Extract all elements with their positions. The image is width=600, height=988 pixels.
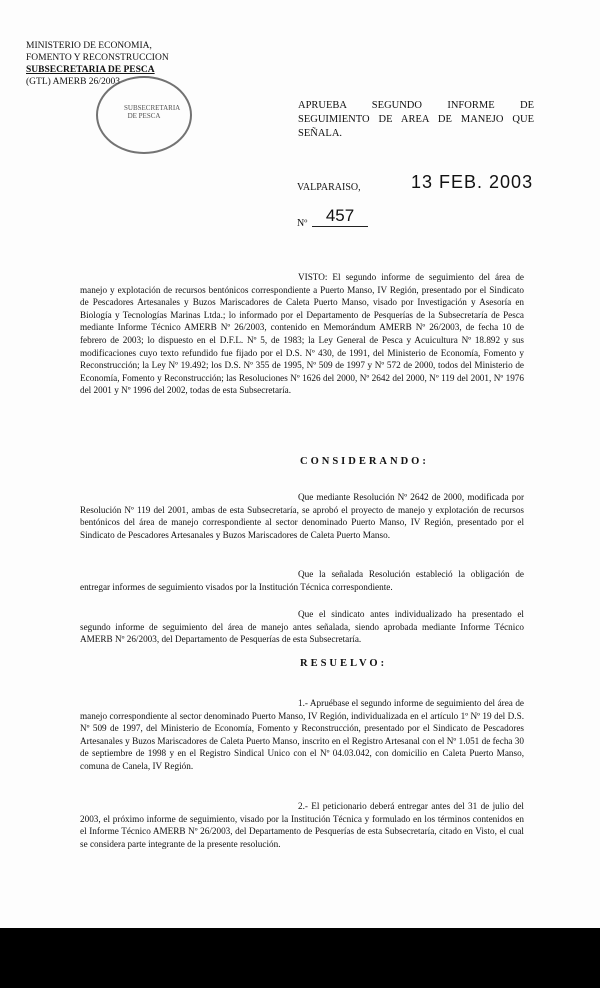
considerando-paragraph-3: Que el sindicato antes individualizado ha presentado el segundo informe de seguimiento del área de manejo antes señalada, siendo aprobada mediante Informe Técnico AMERB Nº 26/2003, del Departamento de Pesquerías de esta Subsecretaría. [80,609,524,645]
place-label: VALPARAISO, [297,182,361,193]
date-stamp: 13 FEB. 2003 [411,172,534,192]
header-line-fomento: FOMENTO Y RECONSTRUCCION [26,53,169,63]
resuelvo-heading: RESUELVO: [300,658,388,669]
number-label: Nº [297,218,308,229]
resuelvo-article-2: 2.- El peticionario deberá entregar antes del 31 de julio del 2003, el próximo informe de seguimiento, visado por la Institución Técnica y formulado en los términos contenidos en el Informe Técnico AMERB Nº 26/2003, del Departamento de Pesquerías de esta Subsecretaría, citado en Visto, el cual se considera parte integrante de la presente resolución. [80,801,524,849]
header-line-reference: (GTL) AMERB 26/2003 [26,77,120,87]
resuelvo-article-1: 1.- Apruébase el segundo informe de seguimiento del área de manejo correspondiente al sector denominado Puerto Manso, IV Región, individualizada en el artículo 1º Nº 19 del D.S. Nº 509 de 1997, del Ministerio de Economía, Fomento y Reconstrucción, presentado por el Sindicato de Pescadores Artesanales y Buzos Mariscadores de Caleta Puerto Manso, inscrito en el Registro Artesanal con el Nº 1.051 de fecha 30 de septiembre de 1998 y en el Registro Sindical Unico con el Nº 04.03.042, con domicilio en Caleta Puerto Manso, comuna de Canela, IV Región. [80,698,524,771]
considerando-heading: CONSIDERANDO: [300,456,429,467]
document-subject: APRUEBA SEGUNDO INFORME DE SEGUIMIENTO DE AREA DE MANEJO QUE SEÑALA. [298,100,534,139]
considerando-paragraph-1: Que mediante Resolución Nº 2642 de 2000, modificada por Resolución Nº 119 del 2001, ambas de esta Subsecretaría, se aprobó el proyecto de manejo y explotación de recursos bentónicos del área de manejo correspondiente al sector denominado Puerto Manso, IV Región, presentado por el Sindicato de Pescadores Artesanales y Buzos Mariscadores de Caleta Puerto Manso. [80,492,524,540]
visto-paragraph: VISTO: El segundo informe de seguimiento del área de manejo y explotación de recursos bentónicos correspondiente a Puerto Manso, IV Región, presentado por el Sindicato de Pescadores Artesanales y Buzos Mariscadores de Caleta Puerto Manso, visado por Investigación y Asesoría en Biología y Tecnologías Marinas Ltda.; lo informado por el Departamento de Pesquerías de la Subsecretaría de Pesca mediante Informe Técnico AMERB Nº 26/2003, contenido en Memorándum AMERB Nº 26/2003, de fecha 10 de febrero de 2003; lo dispuesto en el D.F.L. Nº 5, de 1983; la Ley General de Pesca y Acuicultura Nº 18.892 y sus modificaciones cuyo texto refundido fue fijado por el D.S. Nº 430, de 1991, del Ministerio de Economía, Fomento y Reconstrucción; la Ley Nº 19.492; los D.S. Nº 355 de 1995, Nº 509 de 1997 y Nº 572 de 2000, todos del Ministerio de Economía, Fomento y Reconstrucción; las Resoluciones Nº 1626 del 2000, Nº 2642 del 2000, Nº 119 del 2001, Nº 1976 del 2001 y Nº 1996 del 2002, todas de esta Subsecretaría. [80,272,524,396]
considerando-paragraph-2: Que la señalada Resolución estableció la obligación de entregar informes de seguimiento visados por la Institución Técnica correspondiente. [80,569,524,592]
header-line-subsecretaria: SUBSECRETARIA DE PESCA [26,65,155,75]
official-stamp [96,76,192,154]
header-line-ministry: MINISTERIO DE ECONOMIA, [26,41,152,51]
resolution-number: 457 [312,206,368,227]
stamp-text: SUBSECRETARIA DE PESCA [124,104,181,120]
